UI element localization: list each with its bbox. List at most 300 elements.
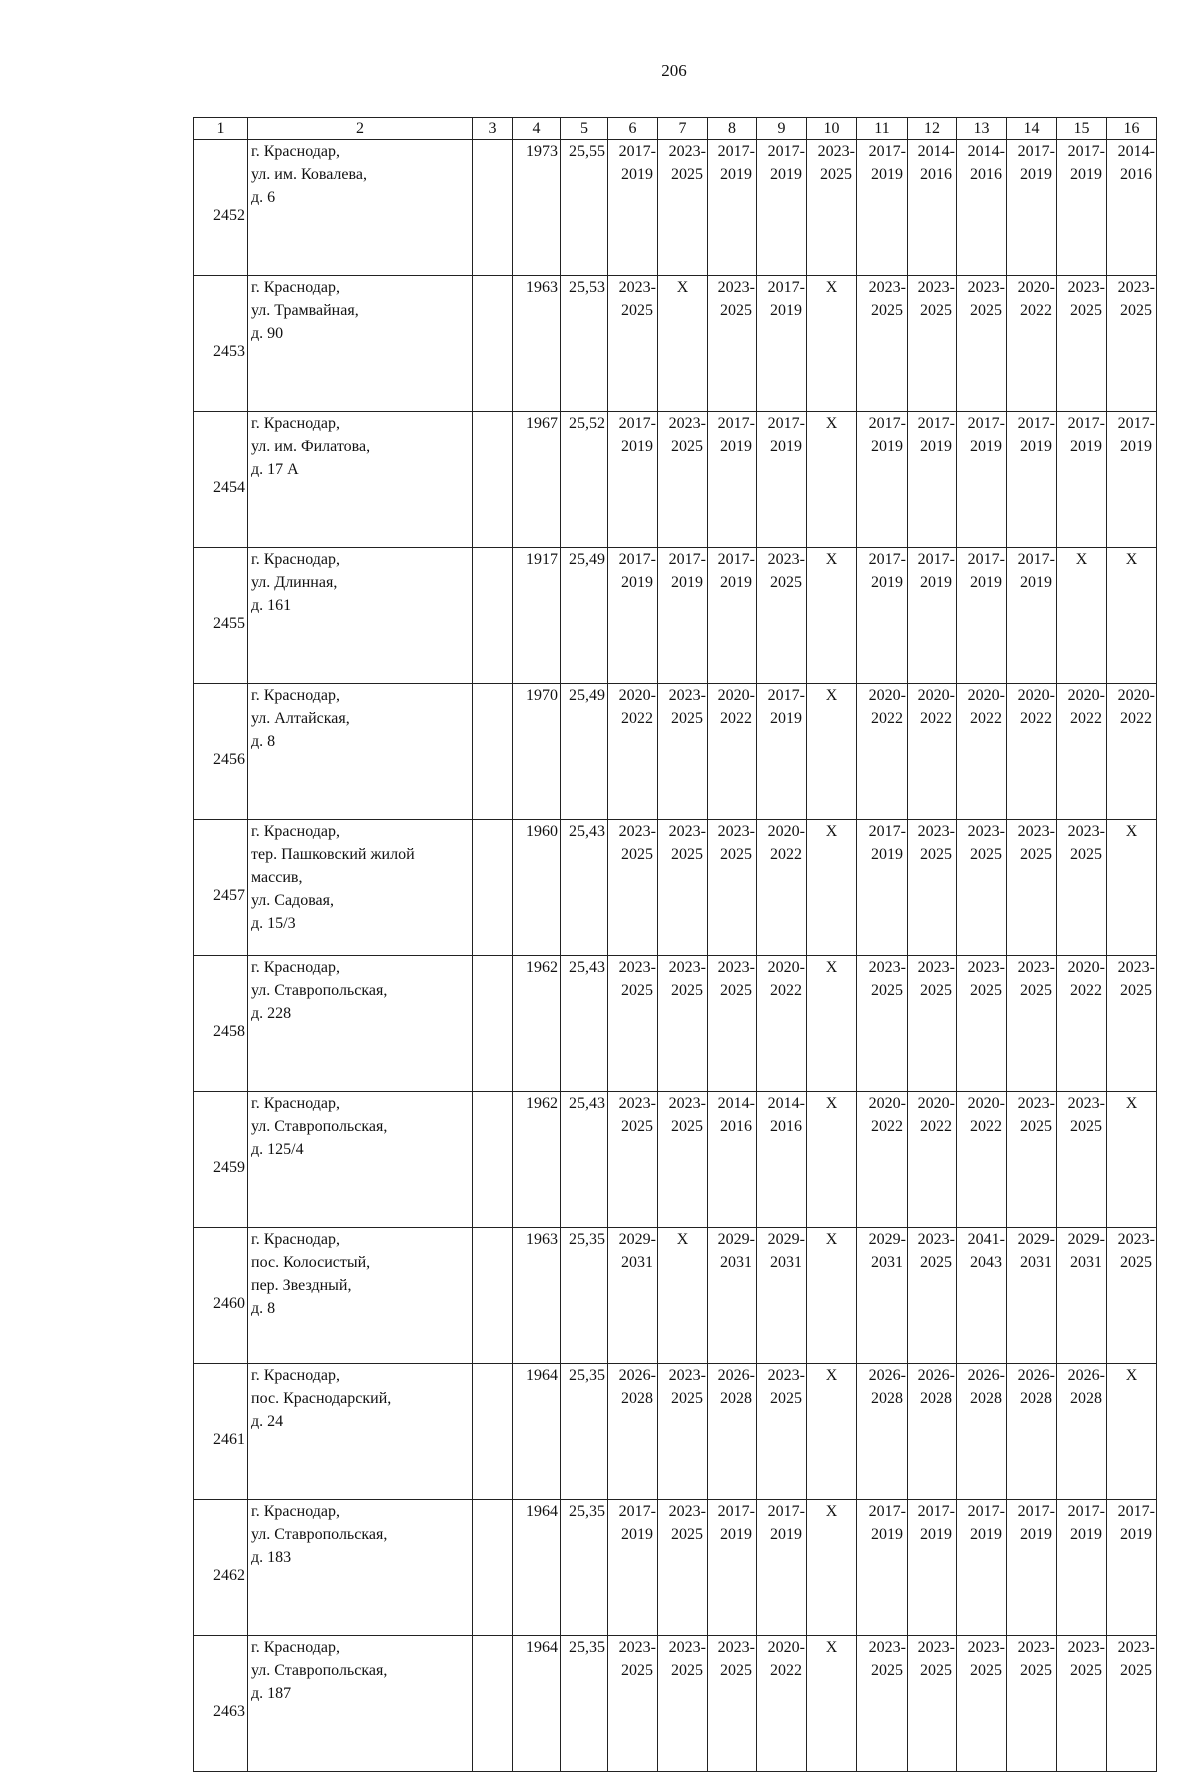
period-start: 2017- — [1017, 415, 1055, 432]
x-mark: Х — [825, 687, 838, 704]
period-cell — [1057, 956, 1107, 1092]
period-end: 2019 — [920, 1526, 952, 1543]
period-cell — [658, 820, 708, 956]
period-cell — [658, 140, 708, 276]
coefficient-cell: 25,49 — [561, 684, 608, 820]
coefficient-cell: 25,35 — [561, 1228, 608, 1364]
column-header-14: 14 — [1007, 118, 1057, 140]
period-start: 2023- — [1017, 1639, 1055, 1656]
period-cell — [857, 276, 908, 412]
empty-cell — [473, 548, 513, 684]
period-start: 2023- — [668, 687, 706, 704]
period-cell — [957, 820, 1007, 956]
period-end: 2025 — [671, 1526, 703, 1543]
period-cell — [708, 548, 757, 684]
period-cell — [1007, 548, 1057, 684]
coefficient-cell: 25,43 — [561, 956, 608, 1092]
period-start: 2023- — [1017, 959, 1055, 976]
period-start: 2023- — [767, 551, 805, 568]
period-start: 2017- — [1117, 415, 1155, 432]
address-cell — [248, 1364, 473, 1500]
period-start: 2020- — [1067, 687, 1105, 704]
period-start: 2017- — [868, 415, 906, 432]
period-cell — [608, 412, 658, 548]
period-cell — [757, 1092, 807, 1228]
address-cell — [248, 1228, 473, 1364]
table-row — [194, 1500, 1157, 1636]
period-start: 2029- — [868, 1231, 906, 1248]
empty-cell — [473, 1228, 513, 1364]
period-cell — [708, 1500, 757, 1636]
period-end: 2025 — [671, 1662, 703, 1679]
period-end: 2025 — [1020, 846, 1052, 863]
x-mark: Х — [825, 959, 838, 976]
period-start: 2023- — [668, 1639, 706, 1656]
row-number: 2456 — [194, 684, 248, 820]
period-end: 2019 — [671, 574, 703, 591]
period-cell — [857, 1092, 908, 1228]
period-start: 2017- — [967, 1503, 1005, 1520]
period-start: 2023- — [668, 143, 706, 160]
period-end: 2031 — [871, 1254, 903, 1271]
period-end: 2019 — [1020, 438, 1052, 455]
period-start: 2026- — [618, 1367, 656, 1384]
column-header-8: 8 — [708, 118, 757, 140]
period-cell — [957, 956, 1007, 1092]
empty-cell — [473, 1364, 513, 1500]
period-end: 2025 — [970, 982, 1002, 999]
period-start: 2023- — [618, 1639, 656, 1656]
data-table — [193, 117, 1157, 1772]
year-cell: 1964 — [513, 1364, 561, 1500]
period-start: 2020- — [868, 687, 906, 704]
period-start: 2023- — [868, 959, 906, 976]
period-end: 2025 — [820, 166, 852, 183]
address-line: г. Краснодар, — [251, 1231, 340, 1248]
period-start: 2020- — [717, 687, 755, 704]
period-cell — [908, 1500, 957, 1636]
period-start: 2017- — [717, 143, 755, 160]
address-line: пос. Колосистый, — [251, 1254, 371, 1271]
year-cell: 1962 — [513, 1092, 561, 1228]
period-cell — [908, 1636, 957, 1772]
period-cell — [908, 412, 957, 548]
period-cell — [658, 412, 708, 548]
period-end: 2019 — [770, 710, 802, 727]
table-row — [194, 276, 1157, 412]
period-cell — [708, 956, 757, 1092]
period-cell — [1007, 1364, 1057, 1500]
period-end: 2028 — [920, 1390, 952, 1407]
period-end: 2028 — [621, 1390, 653, 1407]
period-start: 2026- — [1017, 1367, 1055, 1384]
period-start: 2014- — [767, 1095, 805, 1112]
period-start: 2023- — [1117, 279, 1155, 296]
period-end: 2025 — [970, 1662, 1002, 1679]
period-cell — [608, 1092, 658, 1228]
period-cell — [807, 1092, 857, 1228]
period-cell — [1007, 276, 1057, 412]
period-end: 2019 — [720, 438, 752, 455]
period-end: 2022 — [1070, 982, 1102, 999]
x-mark: Х — [825, 551, 838, 568]
period-start: 2017- — [717, 1503, 755, 1520]
period-start: 2029- — [767, 1231, 805, 1248]
period-cell — [1107, 140, 1157, 276]
period-end: 2025 — [1120, 1254, 1152, 1271]
period-start: 2020- — [618, 687, 656, 704]
period-end: 2025 — [621, 846, 653, 863]
period-end: 2025 — [671, 1390, 703, 1407]
period-end: 2025 — [621, 302, 653, 319]
period-end: 2025 — [720, 302, 752, 319]
period-start: 2026- — [868, 1367, 906, 1384]
address-cell — [248, 1092, 473, 1228]
period-cell — [658, 1636, 708, 1772]
period-cell — [957, 548, 1007, 684]
period-cell — [608, 1228, 658, 1364]
period-cell — [1107, 1636, 1157, 1772]
period-start: 2023- — [717, 279, 755, 296]
period-end: 2025 — [1070, 1662, 1102, 1679]
period-cell — [658, 956, 708, 1092]
period-end: 2019 — [871, 438, 903, 455]
period-end: 2016 — [920, 166, 952, 183]
column-header-2: 2 — [248, 118, 473, 140]
period-cell — [1107, 412, 1157, 548]
period-end: 2019 — [920, 438, 952, 455]
address-line: ул. Ставропольская, — [251, 1526, 388, 1543]
period-cell — [1057, 1500, 1107, 1636]
period-end: 2031 — [770, 1254, 802, 1271]
period-cell — [1057, 1364, 1107, 1500]
address-line: ул. Трамвайная, — [251, 302, 359, 319]
period-cell — [957, 1364, 1007, 1500]
empty-cell — [473, 140, 513, 276]
period-start: 2023- — [967, 823, 1005, 840]
period-cell — [1107, 1228, 1157, 1364]
period-end: 2025 — [671, 166, 703, 183]
period-end: 2019 — [920, 574, 952, 591]
coefficient-cell: 25,35 — [561, 1500, 608, 1636]
x-mark: Х — [1075, 551, 1088, 568]
empty-cell — [473, 412, 513, 548]
period-end: 2022 — [871, 1118, 903, 1135]
period-start: 2014- — [917, 143, 955, 160]
period-end: 2019 — [770, 166, 802, 183]
period-cell — [708, 412, 757, 548]
x-mark: Х — [825, 415, 838, 432]
period-start: 2020- — [1067, 959, 1105, 976]
address-line: д. 161 — [251, 597, 292, 614]
period-cell — [1007, 140, 1057, 276]
period-end: 2019 — [720, 574, 752, 591]
period-cell — [658, 1364, 708, 1500]
table-row — [194, 140, 1157, 276]
period-end: 2025 — [1020, 1662, 1052, 1679]
period-start: 2017- — [868, 551, 906, 568]
period-start: 2017- — [717, 551, 755, 568]
period-cell — [658, 1228, 708, 1364]
period-cell — [957, 1636, 1007, 1772]
period-cell — [807, 276, 857, 412]
period-cell — [1007, 412, 1057, 548]
period-end: 2022 — [770, 1662, 802, 1679]
column-header-10: 10 — [807, 118, 857, 140]
column-header-6: 6 — [608, 118, 658, 140]
period-start: 2023- — [618, 1095, 656, 1112]
period-end: 2019 — [621, 166, 653, 183]
address-line: ул. им. Ковалева, — [251, 166, 367, 183]
x-mark: Х — [676, 1231, 689, 1248]
row-number: 2463 — [194, 1636, 248, 1772]
period-end: 2019 — [970, 1526, 1002, 1543]
period-end: 2019 — [1020, 166, 1052, 183]
address-line: г. Краснодар, — [251, 1503, 340, 1520]
period-cell — [708, 1228, 757, 1364]
period-end: 2025 — [920, 302, 952, 319]
period-end: 2019 — [621, 438, 653, 455]
table-row — [194, 1636, 1157, 1772]
period-start: 2014- — [717, 1095, 755, 1112]
period-cell — [1057, 820, 1107, 956]
period-cell — [807, 1636, 857, 1772]
address-line: ул. Ставропольская, — [251, 1118, 388, 1135]
period-cell — [857, 1636, 908, 1772]
period-cell — [708, 684, 757, 820]
period-start: 2017- — [1117, 1503, 1155, 1520]
period-end: 2022 — [621, 710, 653, 727]
period-end: 2025 — [871, 1662, 903, 1679]
period-end: 2016 — [970, 166, 1002, 183]
period-end: 2019 — [1120, 1526, 1152, 1543]
year-cell: 1963 — [513, 276, 561, 412]
address-line: массив, — [251, 869, 303, 886]
period-end: 2019 — [871, 166, 903, 183]
period-start: 2020- — [868, 1095, 906, 1112]
period-start: 2023- — [1067, 823, 1105, 840]
period-cell — [1107, 548, 1157, 684]
period-end: 2025 — [970, 846, 1002, 863]
period-start: 2023- — [1067, 1095, 1105, 1112]
period-end: 2019 — [770, 302, 802, 319]
period-cell — [908, 820, 957, 956]
period-start: 2017- — [917, 551, 955, 568]
period-end: 2025 — [871, 982, 903, 999]
period-start: 2017- — [917, 415, 955, 432]
period-cell — [708, 1636, 757, 1772]
period-start: 2041- — [967, 1231, 1005, 1248]
address-line: г. Краснодар, — [251, 687, 340, 704]
period-start: 2023- — [868, 279, 906, 296]
year-cell: 1970 — [513, 684, 561, 820]
x-mark: Х — [1125, 823, 1138, 840]
empty-cell — [473, 1636, 513, 1772]
address-cell — [248, 412, 473, 548]
period-cell — [857, 684, 908, 820]
period-start: 2020- — [967, 1095, 1005, 1112]
period-cell — [1007, 1500, 1057, 1636]
period-start: 2017- — [1017, 1503, 1055, 1520]
address-cell — [248, 820, 473, 956]
period-cell — [1007, 1636, 1057, 1772]
table-row — [194, 412, 1157, 548]
x-mark: Х — [1125, 1367, 1138, 1384]
period-start: 2017- — [668, 551, 706, 568]
page-number: 206 — [661, 61, 687, 80]
address-line: д. 183 — [251, 1549, 292, 1566]
period-end: 2022 — [1120, 710, 1152, 727]
year-cell: 1967 — [513, 412, 561, 548]
period-start: 2017- — [618, 551, 656, 568]
column-header-16: 16 — [1107, 118, 1157, 140]
period-end: 2025 — [621, 1662, 653, 1679]
year-cell: 1964 — [513, 1500, 561, 1636]
period-cell — [608, 1364, 658, 1500]
address-line: г. Краснодар, — [251, 959, 340, 976]
empty-cell — [473, 820, 513, 956]
period-start: 2014- — [967, 143, 1005, 160]
period-cell — [757, 684, 807, 820]
period-end: 2028 — [871, 1390, 903, 1407]
period-start: 2017- — [1067, 1503, 1105, 1520]
period-cell — [857, 1228, 908, 1364]
column-header-3: 3 — [473, 118, 513, 140]
period-start: 2023- — [967, 959, 1005, 976]
coefficient-cell: 25,55 — [561, 140, 608, 276]
period-start: 2020- — [1017, 279, 1055, 296]
period-end: 2025 — [720, 846, 752, 863]
period-end: 2025 — [720, 1662, 752, 1679]
period-end: 2025 — [1070, 302, 1102, 319]
address-cell — [248, 548, 473, 684]
period-end: 2025 — [671, 846, 703, 863]
address-line: г. Краснодар, — [251, 143, 340, 160]
period-end: 2019 — [1070, 1526, 1102, 1543]
x-mark: Х — [825, 1503, 838, 1520]
period-cell — [757, 820, 807, 956]
row-number: 2461 — [194, 1364, 248, 1500]
address-line: г. Краснодар, — [251, 279, 340, 296]
x-mark: Х — [1125, 551, 1138, 568]
address-line: г. Краснодар, — [251, 823, 340, 840]
address-line: пер. Звездный, — [251, 1277, 352, 1294]
address-line: ул. Длинная, — [251, 574, 338, 591]
period-cell — [1107, 956, 1157, 1092]
period-start: 2026- — [717, 1367, 755, 1384]
address-line: г. Краснодар, — [251, 551, 340, 568]
period-start: 2029- — [618, 1231, 656, 1248]
empty-cell — [473, 276, 513, 412]
period-cell — [957, 276, 1007, 412]
address-line: д. 8 — [251, 1300, 276, 1317]
period-end: 2019 — [720, 1526, 752, 1543]
period-end: 2022 — [920, 1118, 952, 1135]
address-cell — [248, 276, 473, 412]
period-end: 2022 — [720, 710, 752, 727]
period-end: 2025 — [920, 1254, 952, 1271]
column-header-11: 11 — [857, 118, 908, 140]
table-row — [194, 684, 1157, 820]
period-end: 2025 — [920, 846, 952, 863]
period-cell — [757, 1636, 807, 1772]
period-end: 2019 — [970, 438, 1002, 455]
period-cell — [658, 1092, 708, 1228]
period-start: 2023- — [717, 959, 755, 976]
period-end: 2019 — [1070, 438, 1102, 455]
period-end: 2031 — [621, 1254, 653, 1271]
period-start: 2020- — [767, 959, 805, 976]
period-cell — [608, 1636, 658, 1772]
x-mark: Х — [825, 1231, 838, 1248]
period-cell — [857, 1500, 908, 1636]
period-cell — [807, 684, 857, 820]
period-end: 2025 — [1120, 1662, 1152, 1679]
period-start: 2017- — [967, 415, 1005, 432]
period-cell — [757, 956, 807, 1092]
address-line: д. 15/3 — [251, 915, 296, 932]
period-cell — [1057, 684, 1107, 820]
period-end: 2031 — [1020, 1254, 1052, 1271]
year-cell: 1963 — [513, 1228, 561, 1364]
period-start: 2023- — [967, 279, 1005, 296]
period-start: 2023- — [668, 1503, 706, 1520]
address-line: ул. Алтайская, — [251, 710, 350, 727]
table-row — [194, 1364, 1157, 1500]
period-end: 2019 — [1020, 1526, 1052, 1543]
period-start: 2023- — [917, 1639, 955, 1656]
period-cell — [857, 1364, 908, 1500]
period-cell — [1057, 140, 1107, 276]
period-cell — [908, 276, 957, 412]
period-cell — [908, 956, 957, 1092]
period-start: 2023- — [618, 279, 656, 296]
period-start: 2029- — [717, 1231, 755, 1248]
period-cell — [807, 1364, 857, 1500]
column-header-7: 7 — [658, 118, 708, 140]
year-cell: 1973 — [513, 140, 561, 276]
period-end: 2025 — [671, 982, 703, 999]
period-end: 2025 — [770, 1390, 802, 1407]
period-end: 2019 — [970, 574, 1002, 591]
period-cell — [1107, 1092, 1157, 1228]
period-end: 2019 — [621, 1526, 653, 1543]
address-line: ул. Ставропольская, — [251, 982, 388, 999]
period-start: 2023- — [1117, 1231, 1155, 1248]
period-cell — [658, 548, 708, 684]
period-end: 2019 — [1020, 574, 1052, 591]
period-end: 2025 — [1120, 982, 1152, 999]
period-end: 2025 — [1120, 302, 1152, 319]
period-cell — [608, 820, 658, 956]
period-cell — [957, 1500, 1007, 1636]
period-cell — [857, 820, 908, 956]
period-start: 2017- — [767, 279, 805, 296]
address-line: д. 187 — [251, 1685, 292, 1702]
period-cell — [857, 140, 908, 276]
period-cell — [1007, 1228, 1057, 1364]
period-cell — [807, 956, 857, 1092]
row-number: 2452 — [194, 140, 248, 276]
period-cell — [807, 1500, 857, 1636]
period-end: 2025 — [720, 982, 752, 999]
address-line: ул. им. Филатова, — [251, 438, 371, 455]
period-cell — [807, 140, 857, 276]
period-end: 2043 — [970, 1254, 1002, 1271]
period-cell — [708, 820, 757, 956]
period-start: 2023- — [618, 823, 656, 840]
period-start: 2023- — [917, 823, 955, 840]
